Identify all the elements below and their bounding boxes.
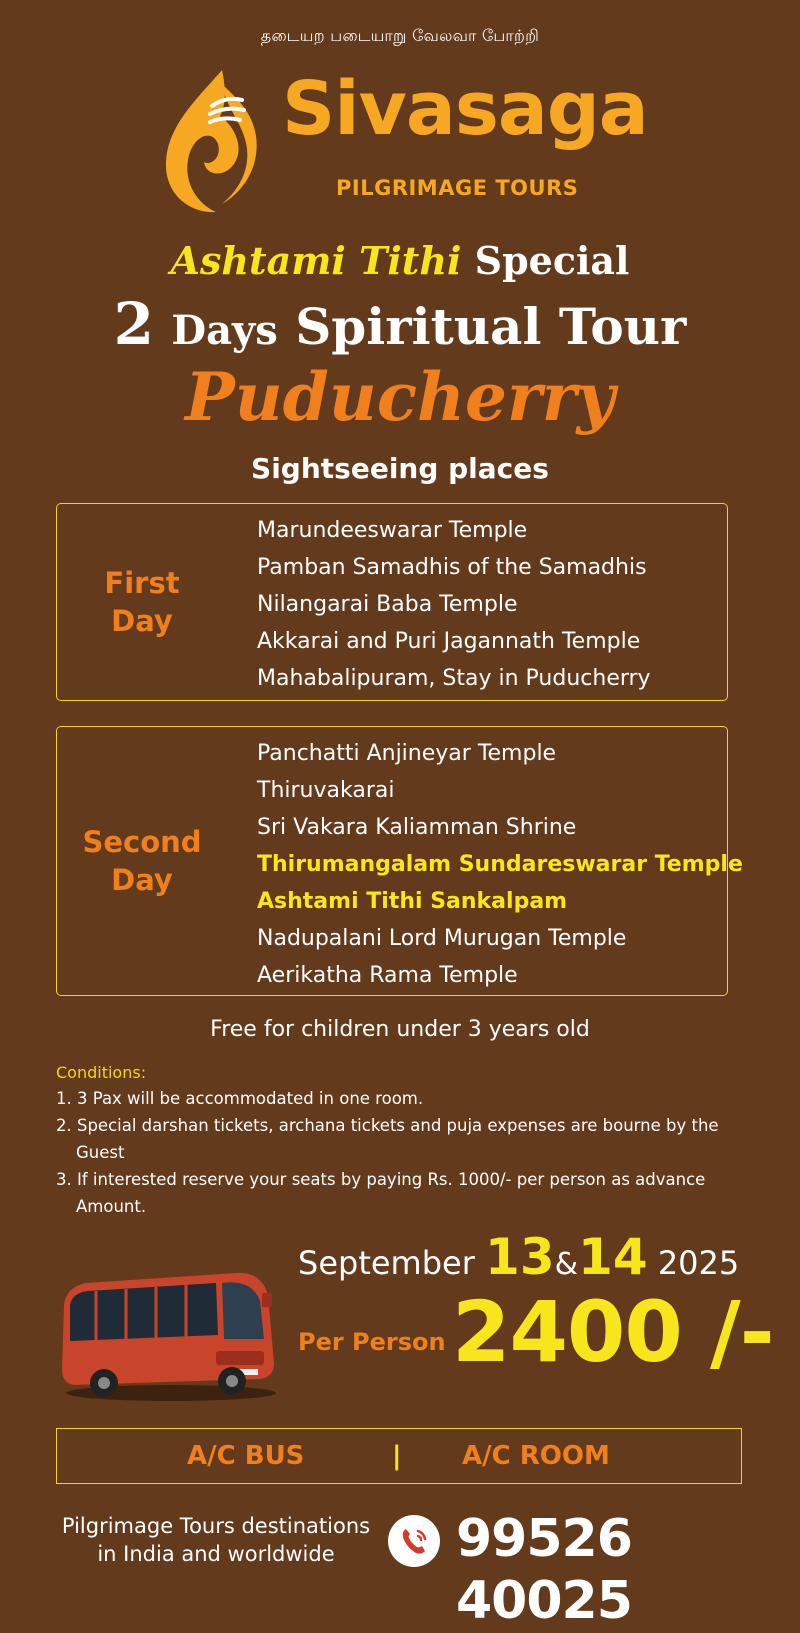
per-person-label: Per Person	[298, 1328, 446, 1356]
amenity-separator: |	[392, 1441, 402, 1471]
day2-label-line1: Second	[82, 825, 202, 859]
day1-label-line2: Day	[111, 604, 173, 638]
list-item: Marundeeswarar Temple	[257, 518, 528, 543]
list-item-highlight: Thirumangalam Sundareswarar Temple	[257, 852, 743, 877]
price: 2400 /-	[452, 1283, 774, 1381]
date-year: 2025	[657, 1244, 740, 1282]
flame-logo-icon	[160, 66, 270, 216]
bus-icon	[56, 1265, 282, 1405]
headline-days-word: Days	[171, 307, 278, 354]
sightseeing-heading: Sightseeing places	[251, 452, 549, 485]
headline-special-word: Special	[474, 238, 630, 283]
headline-tour	[0, 290, 800, 358]
list-item: Sri Vakara Kaliamman Shrine	[257, 815, 577, 840]
list-item: Nadupalani Lord Murugan Temple	[257, 926, 627, 951]
day2-label-line2: Day	[111, 863, 173, 897]
list-item: Thiruvakarai	[257, 778, 395, 803]
list-item: Akkarai and Puri Jagannath Temple	[257, 629, 641, 654]
amenities-box	[56, 1428, 742, 1484]
tour-date	[298, 1228, 739, 1286]
condition-item: 2. Special darshan tickets, archana tickets and puja expenses are bourne by the Guest	[56, 1116, 719, 1162]
footer-line2: in India and worldwide	[97, 1542, 335, 1566]
list-item: Mahabalipuram, Stay in Puducherry	[257, 666, 651, 691]
headline-special	[0, 238, 800, 283]
tagline: தடையற படையாறு வேலவா போற்றி	[260, 26, 540, 45]
day1-box	[56, 503, 728, 701]
date-amp: &	[554, 1247, 579, 1282]
footer-line1: Pilgrimage Tours destinations	[61, 1514, 371, 1538]
conditions-list	[56, 1085, 756, 1220]
brand-name: Sivasaga	[282, 66, 648, 152]
condition-item: 1. 3 Pax will be accommodated in one room.	[56, 1089, 424, 1108]
free-children-note: Free for children under 3 years old	[210, 1017, 590, 1042]
list-item: Nilangarai Baba Temple	[257, 592, 518, 617]
condition-item: 3. If interested reserve your seats by paying Rs. 1000/- per person as advance Amount.	[56, 1170, 706, 1216]
brand-subtitle: PILGRIMAGE TOURS	[336, 176, 579, 200]
destination-title: Puducherry	[185, 358, 615, 436]
list-item-highlight: Ashtami Tithi Sankalpam	[257, 889, 568, 914]
amenity-bus: A/C BUS	[187, 1441, 305, 1471]
phone-number[interactable]: 99526 40025	[456, 1509, 632, 1632]
date-day1: 13	[485, 1228, 555, 1286]
list-item: Pamban Samadhis of the Samadhis	[257, 555, 647, 580]
phone-handset-icon	[388, 1515, 440, 1567]
phone-icon	[388, 1515, 440, 1567]
day1-label-line1: First	[104, 566, 180, 600]
headline-spiritual-tour: Spiritual Tour	[295, 297, 687, 356]
date-day2: 14	[578, 1228, 648, 1286]
day2-box	[56, 726, 743, 996]
day1-label	[57, 564, 227, 640]
list-item: Panchatti Anjineyar Temple	[257, 741, 557, 766]
day2-places	[257, 735, 743, 994]
conditions-title: Conditions:	[56, 1063, 147, 1082]
headline-days-number: 2	[113, 290, 154, 358]
date-month: September	[298, 1244, 475, 1282]
list-item: Aerikatha Rama Temple	[257, 963, 518, 988]
day2-label	[57, 823, 227, 899]
amenity-room: A/C ROOM	[462, 1441, 610, 1471]
day1-places	[257, 512, 651, 697]
footer-destinations	[56, 1512, 376, 1568]
headline-ashtami: Ashtami Tithi	[170, 238, 462, 283]
